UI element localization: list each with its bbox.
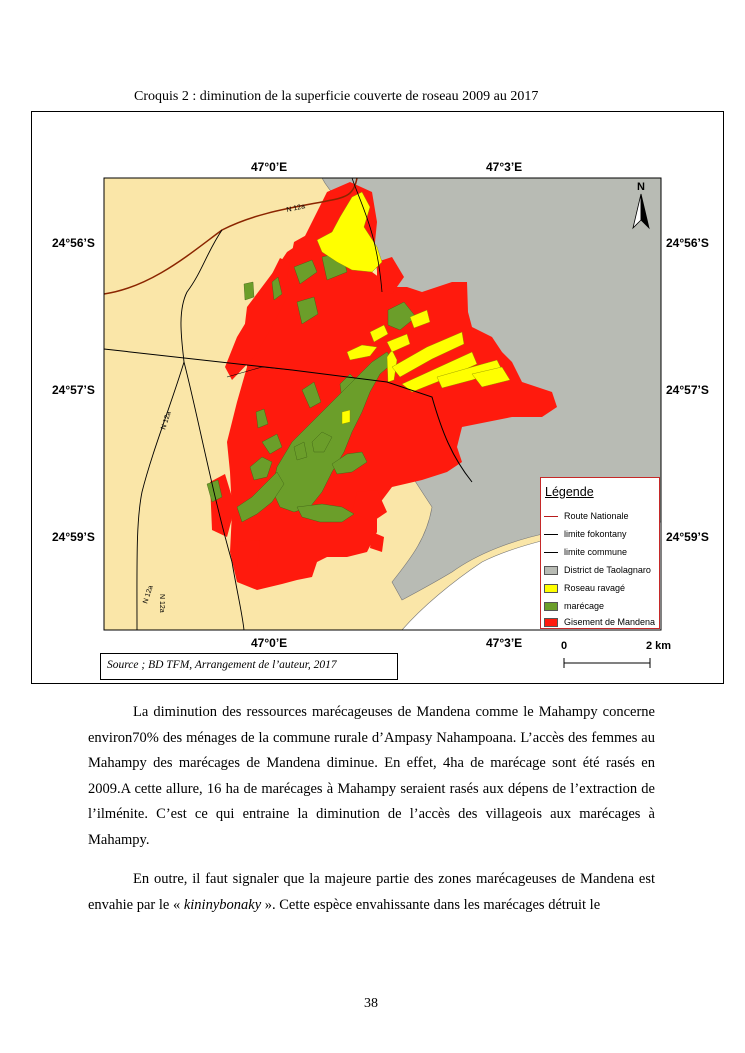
- latitude-label-left: 24°59’S: [52, 530, 95, 544]
- legend-item: [544, 546, 627, 558]
- longitude-label-top-left: 47°0’E: [251, 160, 288, 174]
- legend-item-label: limite commune: [564, 547, 628, 557]
- limite-commune-line-icon: [544, 552, 558, 553]
- legend-item: [544, 582, 625, 594]
- legend-item: [544, 564, 651, 576]
- paragraph-text: [88, 867, 655, 918]
- latitude-label-left: 24°57’S: [52, 383, 95, 397]
- paragraph-text: La diminution des ressources marécageuses de Mandena comme le Mahampy concerne environ70% des ménages de la commune rurale d’Ampasy Nahampoana. L’accès des femmes au Mahampy des marécages de Mandena diminue. En effet, 4ha de marécage sont été rasés en 2009.A cette allure, 16 ha de marécages à Mahampy seraient rasés aux dépens de l’extraction de l’ilménite. C’est ce qui entraine la diminution de l’accès des villageois aux marécages à Mahampy.: [88, 704, 655, 848]
- latitude-label-left: 24°56’S: [52, 236, 95, 250]
- longitude-label-top-right: 47°3’E: [486, 160, 523, 174]
- longitude-label-bottom-right: 47°3’E: [486, 636, 523, 650]
- district-swatch-icon: [544, 566, 558, 575]
- route-nationale-line-icon: [544, 516, 558, 517]
- legend-title: Légende: [545, 485, 594, 499]
- longitude-label-bottom-left: 47°0’E: [251, 636, 288, 650]
- road-label: N 12a: [142, 584, 155, 605]
- legend-item-label: Roseau ravagé: [564, 583, 626, 593]
- latitude-label-right: 24°59’S: [666, 530, 709, 544]
- legend-item-label: limite fokontany: [564, 529, 627, 539]
- paragraph-text-end: ». Cette espèce envahissante dans les marécages détruit le: [261, 896, 601, 913]
- species-name: kininybonaky: [183, 896, 262, 913]
- figure-caption: Croquis 2 : diminution de la superficie couverte de roseau 2009 au 2017: [134, 89, 539, 104]
- scale-start-label: 0: [561, 640, 568, 652]
- svg-text:N: N: [637, 181, 645, 193]
- road-label: N 12a: [160, 410, 173, 431]
- legend-item: [544, 510, 629, 522]
- legend-item: [544, 528, 627, 540]
- roseau-swatch-icon: [544, 584, 558, 593]
- map-source: Source ; BD TFM, Arrangement de l’auteur, 2017: [100, 653, 398, 680]
- marecage-swatch-icon: [544, 602, 558, 611]
- page-number: 38: [364, 996, 378, 1011]
- limite-fokontany-line-icon: [544, 534, 558, 535]
- scale-bar: [564, 658, 650, 668]
- legend-item-label: District de Taolagnaro: [564, 565, 651, 575]
- legend-item-label: Route Nationale: [564, 511, 629, 521]
- latitude-label-right: 24°57’S: [666, 383, 709, 397]
- marecage-patch: [244, 282, 254, 300]
- map-figure: [31, 111, 724, 684]
- map-legend: [540, 477, 660, 629]
- paragraph-text-start: En outre, il faut signaler que la majeure partie des zones marécageuses de Mandena est envahie par le «: [88, 871, 655, 913]
- body-paragraph: [88, 700, 655, 853]
- scale-end-label: 2 km: [646, 640, 672, 652]
- latitude-label-right: 24°56’S: [666, 236, 709, 250]
- gisement-swatch-icon: [544, 618, 558, 627]
- road-label: N 12a: [285, 203, 306, 214]
- body-paragraph: [88, 867, 655, 918]
- road-label: N 12a: [158, 594, 165, 613]
- gisement-patch-s1: [237, 540, 260, 567]
- legend-item: [544, 616, 655, 628]
- legend-item-label: marécage: [564, 601, 605, 611]
- roseau-ravage-patch: [342, 410, 350, 424]
- legend-item: [544, 600, 604, 612]
- legend-item-label: Gisement de Mandena: [564, 617, 656, 627]
